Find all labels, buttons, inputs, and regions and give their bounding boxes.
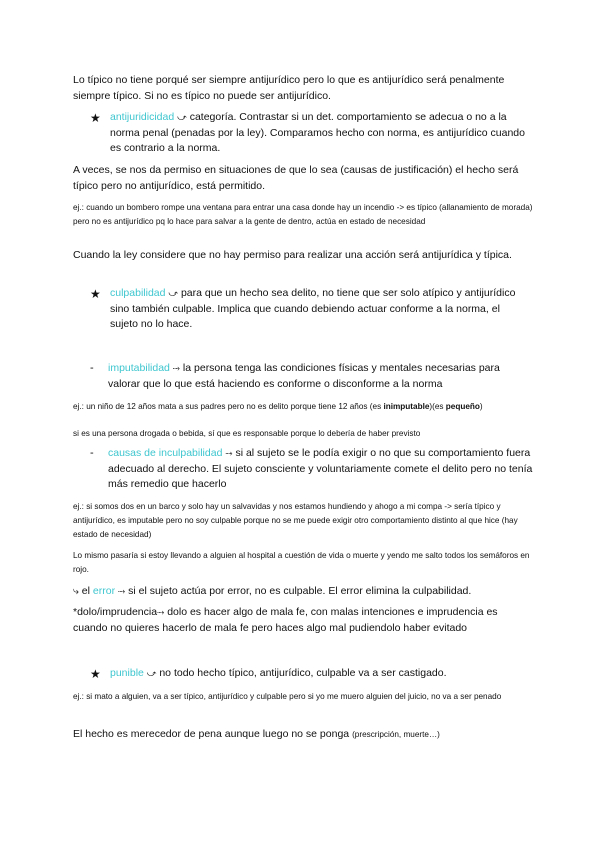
term-imputabilidad: imputabilidad [108, 362, 170, 374]
paragraph-hospital: Lo mismo pasaría si estoy llevando a alguien al hospital a cuestión de vida o muerte y yendo me salto todos los semáforos en rojo. [73, 551, 530, 574]
example-drogada: si es una persona drogada o bebida, sí que es responsable porque lo debería de haber previsto [73, 429, 421, 438]
dash-bullet: - [90, 362, 94, 374]
imputabilidad-text: la persona tenga las condiciones físicas y mentales necesarias para valorar que lo que está haciendo es conforme o disconforme a la norma [108, 362, 500, 390]
paren-open: (es [369, 402, 384, 411]
paren-mid: )(es [429, 402, 446, 411]
arrow-icon: ⤑ [225, 448, 233, 458]
star-bullet-icon: ★ [90, 667, 101, 681]
curved-arrow-icon: ⤻ [177, 112, 187, 122]
dolo-label: *dolo/imprudencia [73, 606, 158, 618]
paragraph-tipico: Lo típico no tiene porqué ser siempre antijurídico pero lo que es antijurídico será penalmente siempre típico. Si no es típico no puede ser antijurídico. [73, 74, 505, 102]
item-imputabilidad [108, 361, 533, 392]
inimputable-label: inimputable [383, 402, 430, 411]
item-inculpabilidad [108, 446, 533, 493]
example-juicio: ej.: si mato a alguien, va a ser típico, antijurídico y culpable pero si yo me muero alguien del juicio, no va a ser penado [73, 692, 502, 701]
arrow-icon: ⤑ [118, 586, 126, 596]
curved-arrow-icon: ⤻ [146, 668, 157, 678]
paragraph-ley-permiso: Cuando la ley considere que no hay permiso para realizar una acción será antijurídica y típica. [73, 249, 512, 261]
merecedor-paren: (prescripción, muerte…) [352, 730, 440, 739]
term-culpabilidad: culpabilidad [110, 287, 166, 299]
inculpabilidad-text: si al sujeto se le podía exigir o no que su comportamiento fuera adecuado al derecho. El sujeto consciente y voluntariamente comete el delito pero no tenía más remedio que hacerlo [108, 447, 533, 490]
example-nino [73, 400, 533, 414]
pequeno-label: pequeño [445, 402, 480, 411]
merecedor-text: El hecho es merecedor de pena aunque luego no se ponga [73, 728, 350, 740]
item-error [73, 584, 533, 600]
dolo-text: dolo es hacer algo de mala fe, con malas intenciones e imprudencia es cuando no quieres hacerlo de mala fe pero haces algo mal pudiendolo haber evitado [73, 606, 498, 634]
punible-text: no todo hecho típico, antijurídico, culpable va a ser castigado. [159, 667, 447, 679]
star-bullet-icon: ★ [90, 287, 101, 301]
arrow-icon: ⤑ [157, 607, 165, 617]
star-bullet-icon: ★ [90, 111, 101, 125]
bullet-culpabilidad [110, 286, 530, 333]
item-dolo [73, 605, 533, 636]
term-error: error [92, 585, 116, 597]
error-text: si el sujeto actúa por error, no es culpable. El error elimina la culpabilidad. [128, 585, 472, 597]
curved-arrow-icon: ⤻ [168, 288, 179, 298]
antijuridicidad-text: categoría. Contrastar si un det. comportamiento se adecua o no a la norma penal (penadas por la ley). Comparamos hecho con norma, es antijurídico cuando es contrario a la norma. [110, 111, 525, 154]
dash-bullet: - [90, 447, 94, 459]
example-nino-text: ej.: un niño de 12 años mata a sus padres pero no es delito porque tiene 12 años [73, 402, 368, 411]
bullet-punible [110, 666, 530, 682]
example-barco: ej.: si somos dos en un barco y solo hay un salvavidas y nos estamos hundiendo y ahogo a mi compa -> sería típico y antijurídico, es imputable pero no soy culpable porque no se me puede exigir otro comportamiento distinto al que hice (hay estado de necesidad) [73, 502, 518, 539]
paren-close: ) [479, 402, 483, 411]
culpabilidad-text: para que un hecho sea delito, no tiene que ser solo atípico y antijurídico sino también culpable. Implica que cuando debiendo actuar conforme a la norma, el sujeto no lo hace. [110, 287, 516, 330]
term-punible: punible [110, 667, 144, 679]
bullet-antijuridicidad [110, 110, 530, 157]
example-bombero: ej.: cuando un bombero rompe una ventana para entrar una casa donde hay un incendio -> es típico (allanamiento de morada) pero no es antijurídico pq lo hace para salvar a la gente de dentro, actúa en estado de necesidad [73, 203, 533, 226]
term-inculpabilidad: causas de inculpabilidad [108, 447, 223, 459]
paragraph-merecedor-pena [73, 727, 533, 743]
paragraph-causas-justificacion: A veces, se nos da permiso en situaciones de que lo sea (causas de justificación) el hecho será típico pero no antijurídico, está permitido. [73, 164, 519, 192]
arrow-icon: ⤑ [172, 363, 180, 373]
error-prefix: ⤷ el [73, 585, 90, 597]
term-antijuridicidad: antijuridicidad [110, 111, 175, 123]
